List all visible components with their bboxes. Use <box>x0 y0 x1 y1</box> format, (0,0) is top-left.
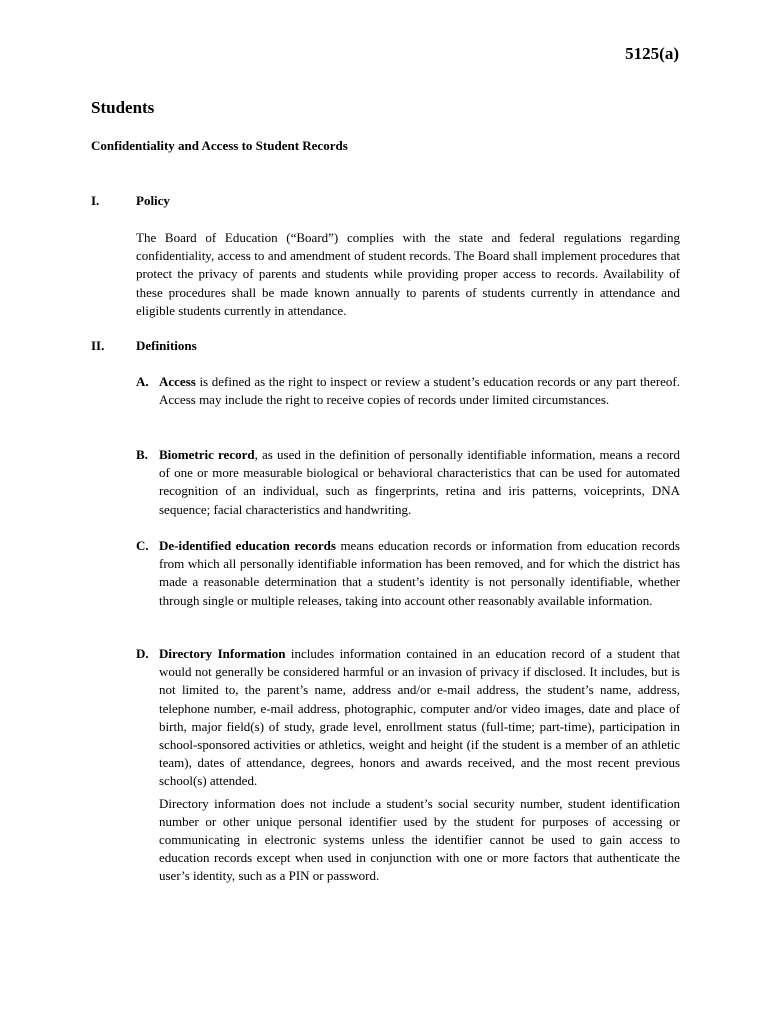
definition-body <box>159 537 680 610</box>
definition-body <box>159 373 680 409</box>
definition-text: , as used in the definition of personally identifiable information, means a record of one or more measurable biological or behavioral characteristics that can be used for automated recognition of an individual, such as fingerprints, retina and iris patterns, voiceprints, DNA sequence; facial characteristics and handwriting. <box>159 447 680 517</box>
document-title: Confidentiality and Access to Student Records <box>91 138 348 153</box>
definition-directory-information <box>136 645 680 886</box>
definition-continuation: Directory information does not include a student’s social security number, student identification number or other unique personal identifier used by the student for purposes of accessing or communicating in electronic systems unless the identifier cannot be used to gain access to education records except when used in conjunction with one or more factors that authenticate the user’s identity, such as a PIN or password. <box>159 795 680 884</box>
definition-term: Biometric record <box>159 447 255 462</box>
definition-text: is defined as the right to inspect or review a student’s education records or any part thereof. Access may include the right to receive copies of records under limited circumstances. <box>159 374 680 408</box>
definition-biometric-record <box>136 446 680 519</box>
definition-text: includes information contained in an education record of a student that would not generally be considered harmful or an invasion of privacy if disclosed. It includes, but is not limited to, the parent’s name, address and/or e-mail address, the student’s name, address, telephone number, e-mail address, photographic, computer and/or video images, date and place of birth, major field(s) of study, grade level, enrollment status (full-time; part-time), participation in school-sponsored activities or athletics, weight and height (if the student is a member of an athletic team), dates of attendance, degrees, honors and awards received, and the most recent previous school(s) attended. <box>159 646 681 789</box>
document-number: 5125(a) <box>625 44 679 63</box>
definition-letter: B. <box>136 447 148 462</box>
definition-letter: C. <box>136 538 149 553</box>
section-title-policy: Policy <box>136 193 170 208</box>
section-number-policy: I. <box>91 193 100 208</box>
chapter-title: Students <box>91 98 155 117</box>
section-number-definitions: II. <box>91 338 105 353</box>
definition-de-identified-records <box>136 537 680 610</box>
definition-body <box>159 645 680 791</box>
definition-letter: A. <box>136 374 149 389</box>
definition-access <box>136 373 680 409</box>
section-title-definitions: Definitions <box>136 338 197 353</box>
definition-term: Directory Information <box>159 646 286 661</box>
definition-body <box>159 446 680 519</box>
definition-text: means education records or information from education records from which all personally identifiable information has been removed, and for which the district has made a reasonable determination that a student’s identity is not personally identifiable, whether through single or multiple releases, taking into account other reasonably available information. <box>159 538 680 608</box>
policy-paragraph: The Board of Education (“Board”) complies with the state and federal regulations regarding confidentiality, access to and amendment of student records. The Board shall implement procedures that protect the privacy of parents and students while providing proper access to records. Availability of these procedures shall be made known annually to parents of students currently in attendance and eligible students currently in attendance. <box>136 230 680 318</box>
definition-letter: D. <box>136 646 149 661</box>
definition-term: De-identified education records <box>159 538 336 553</box>
definition-term: Access <box>159 374 196 389</box>
